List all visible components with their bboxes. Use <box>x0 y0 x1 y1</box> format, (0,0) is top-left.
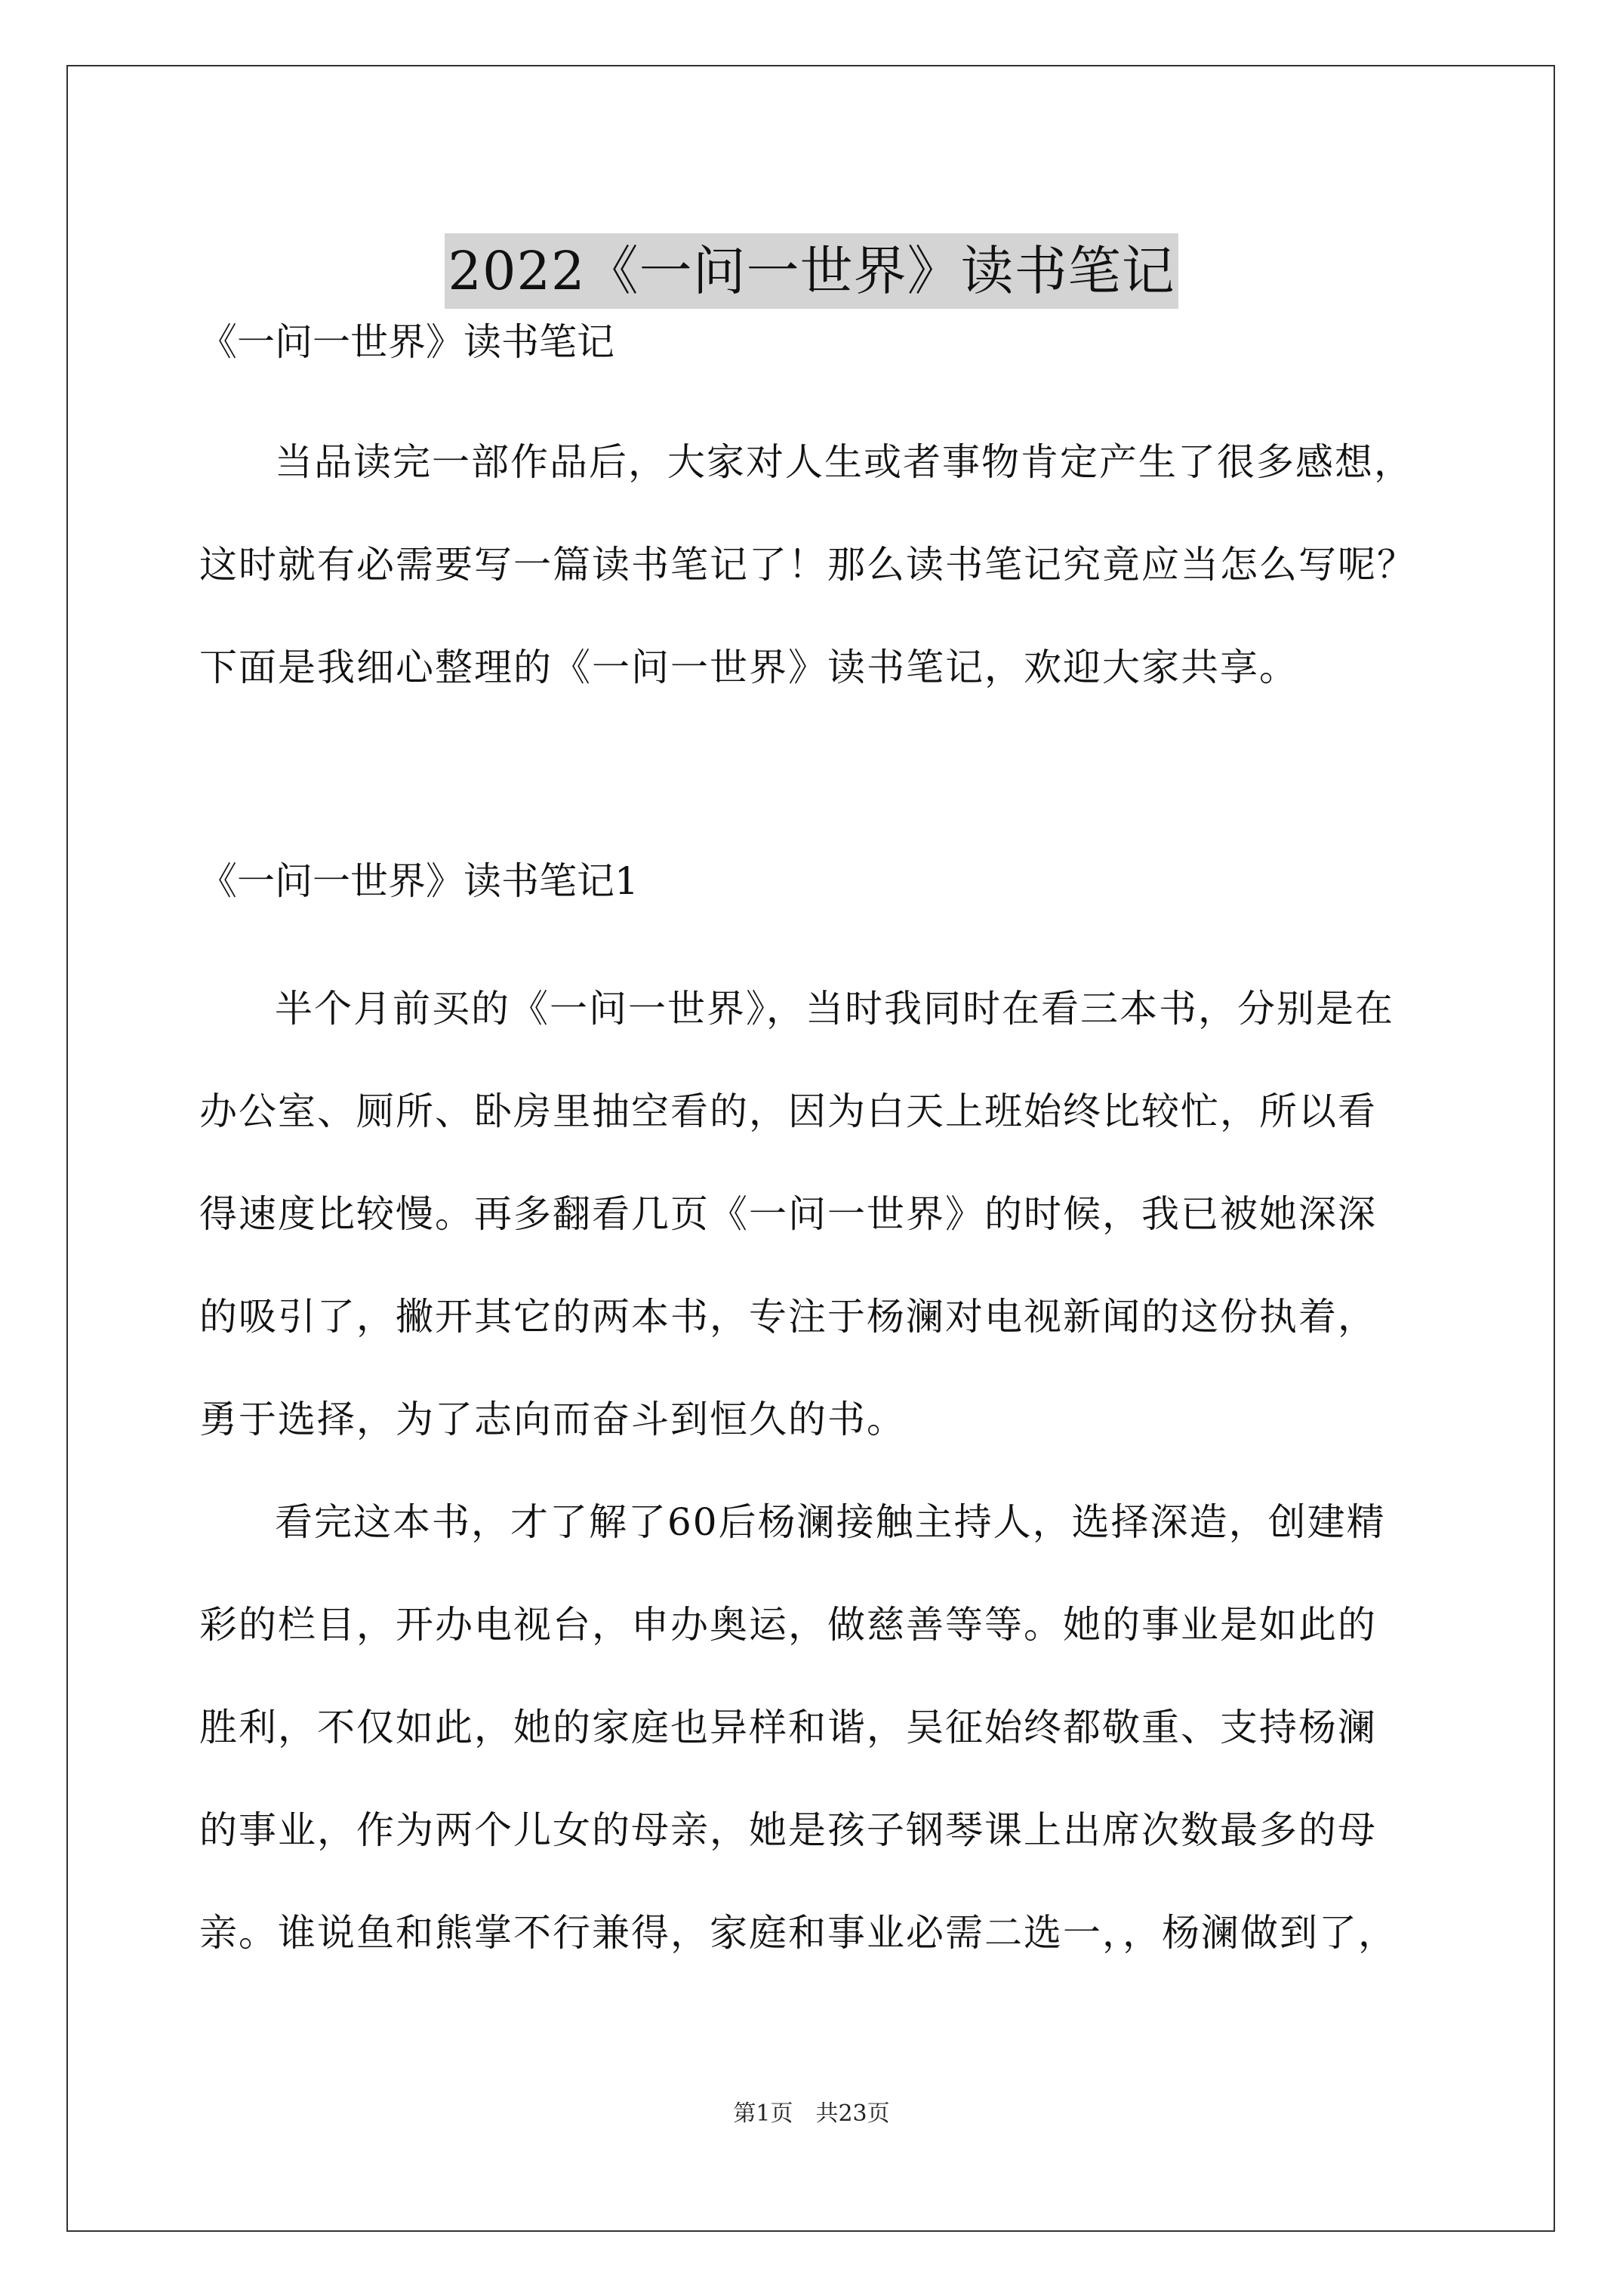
text-line: 这时就有必需要写一篇读书笔记了！那么读书笔记究竟应当怎么写呢？ <box>199 543 1416 587</box>
text-line: 半个月前买的《一问一世界》，当时我同时在看三本书，分别是在 <box>275 987 1394 1031</box>
section-heading: 《一问一世界》读书笔记1 <box>199 859 639 903</box>
intro-paragraph <box>199 411 1437 719</box>
page-number: 第1页 <box>733 2100 793 2127</box>
text-line: 得速度比较慢。再多翻看几页《一问一世界》的时候，我已被她深深 <box>199 1192 1377 1236</box>
page-footer <box>0 2099 1623 2129</box>
text-line: 的吸引了，撇开其它的两本书，专注于杨澜对电视新闻的这份执着， <box>199 1295 1377 1339</box>
text-line: 看完这本书，才了解了60后杨澜接触主持人，选择深造，创建精 <box>275 1500 1386 1544</box>
text-line: 勇于选择，为了志向而奋斗到恒久的书。 <box>199 1398 906 1441</box>
text-line: 办公室、厕所、卧房里抽空看的，因为白天上班始终比较忙，所以看 <box>199 1089 1377 1133</box>
document-title: 2022《一问一世界》读书笔记 <box>445 233 1178 309</box>
text-line: 亲。谁说鱼和熊掌不行兼得，家庭和事业必需二选一，，杨澜做到了， <box>199 1911 1397 1955</box>
text-line: 当品读完一部作品后，大家对人生或者事物肯定产生了很多感想， <box>275 440 1413 484</box>
text-line: 下面是我细心整理的《一问一世界》读书笔记，欢迎大家共享。 <box>199 646 1298 689</box>
document-body <box>199 316 1437 1984</box>
text-line: 胜利，不仅如此，她的家庭也异样和谐，吴征始终都敬重、支持杨澜 <box>199 1706 1377 1749</box>
paragraph-1 <box>199 957 1437 1471</box>
document-subtitle: 《一问一世界》读书笔记 <box>199 320 614 364</box>
text-line: 彩的栏目，开办电视台，申办奥运，做慈善等等。她的事业是如此的 <box>199 1603 1377 1647</box>
page-total: 共23页 <box>815 2100 890 2127</box>
text-line: 的事业，作为两个儿女的母亲，她是孩子钢琴课上出席次数最多的母 <box>199 1808 1377 1852</box>
paragraph-2 <box>199 1471 1437 1984</box>
